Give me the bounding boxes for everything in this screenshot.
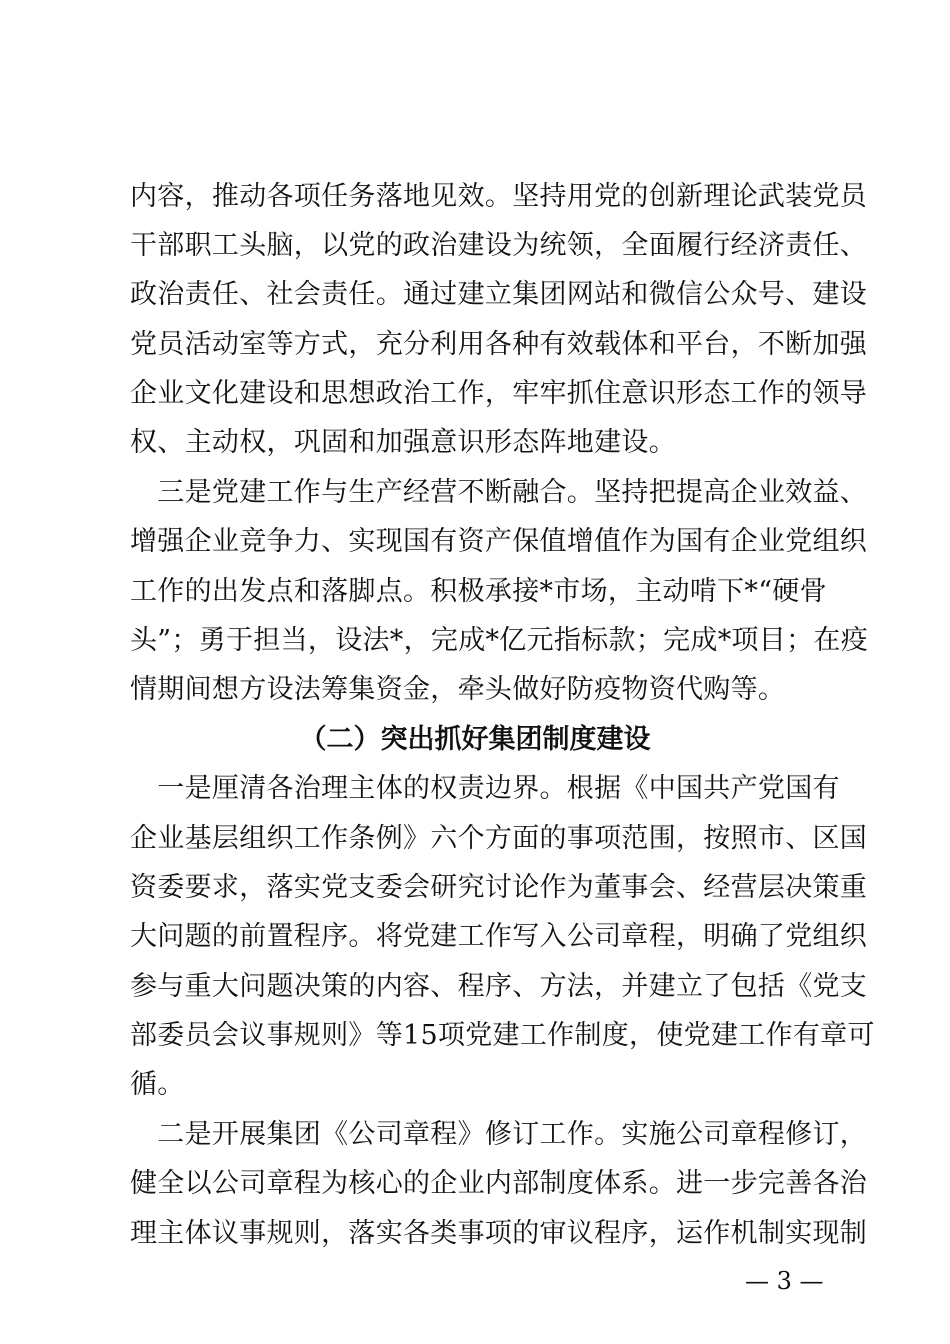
paragraph-line: 政治责任、社会责任。通过建立集团网站和微信公众号、建设 [130,279,868,310]
paragraph-line: 工作的出发点和落脚点。积极承接*市场，主动啃下*“硬骨 [130,576,827,607]
paragraph-line: 企业基层组织工作条例》六个方面的事项范围，按照市、区国 [130,823,868,854]
paragraph-line: 理主体议事规则，落实各类事项的审议程序，运作机制实现制 [130,1218,868,1249]
paragraph-line: 资委要求，落实党支委会研究讨论作为董事会、经营层决策重 [130,872,868,903]
paragraph-line: 干部职工头脑，以党的政治建设为统领，全面履行经济责任、 [130,230,868,261]
paragraph-line: 三是党建工作与生产经营不断融合。坚持把提高企业效益、 [130,477,868,508]
paragraph-line: 一是厘清各治理主体的权责边界。根据《中国共产党国有 [130,773,840,804]
paragraph-line: 企业文化建设和思想政治工作，牢牢抓住意识形态工作的领导 [130,378,868,409]
paragraph-line: 头”；勇于担当，设法*，完成*亿元指标款；完成*项目；在疫 [130,625,869,656]
paragraph-line: 健全以公司章程为核心的企业内部制度体系。进一步完善各治 [130,1168,868,1199]
paragraph-line: 权、主动权，巩固和加强意识形态阵地建设。 [130,427,676,458]
paragraph-line: 增强企业竞争力、实现国有资产保值增值作为国有企业党组织 [130,526,868,557]
paragraph-line: 参与重大问题决策的内容、程序、方法，并建立了包括《党支 [130,971,868,1002]
paragraph-line: 部委员会议事规则》等15项党建工作制度，使党建工作有章可 [130,1020,875,1051]
paragraph-line: 大问题的前置程序。将党建工作写入公司章程，明确了党组织 [130,921,868,952]
paragraph-line: 情期间想方设法筹集资金，牵头做好防疫物资代购等。 [130,674,786,705]
paragraph-line: 二是开展集团《公司章程》修订工作。实施公司章程修订， [130,1119,868,1150]
page-number: — 3 — [745,1267,824,1295]
paragraph-line: 党员活动室等方式，充分利用各种有效载体和平台，不断加强 [130,329,868,360]
paragraph-line: 内容，推动各项任务落地见效。坚持用党的创新理论武装党员 [130,181,868,212]
paragraph-line: 循。 [130,1069,185,1100]
section-heading: （二）突出抓好集团制度建设 [299,724,651,755]
